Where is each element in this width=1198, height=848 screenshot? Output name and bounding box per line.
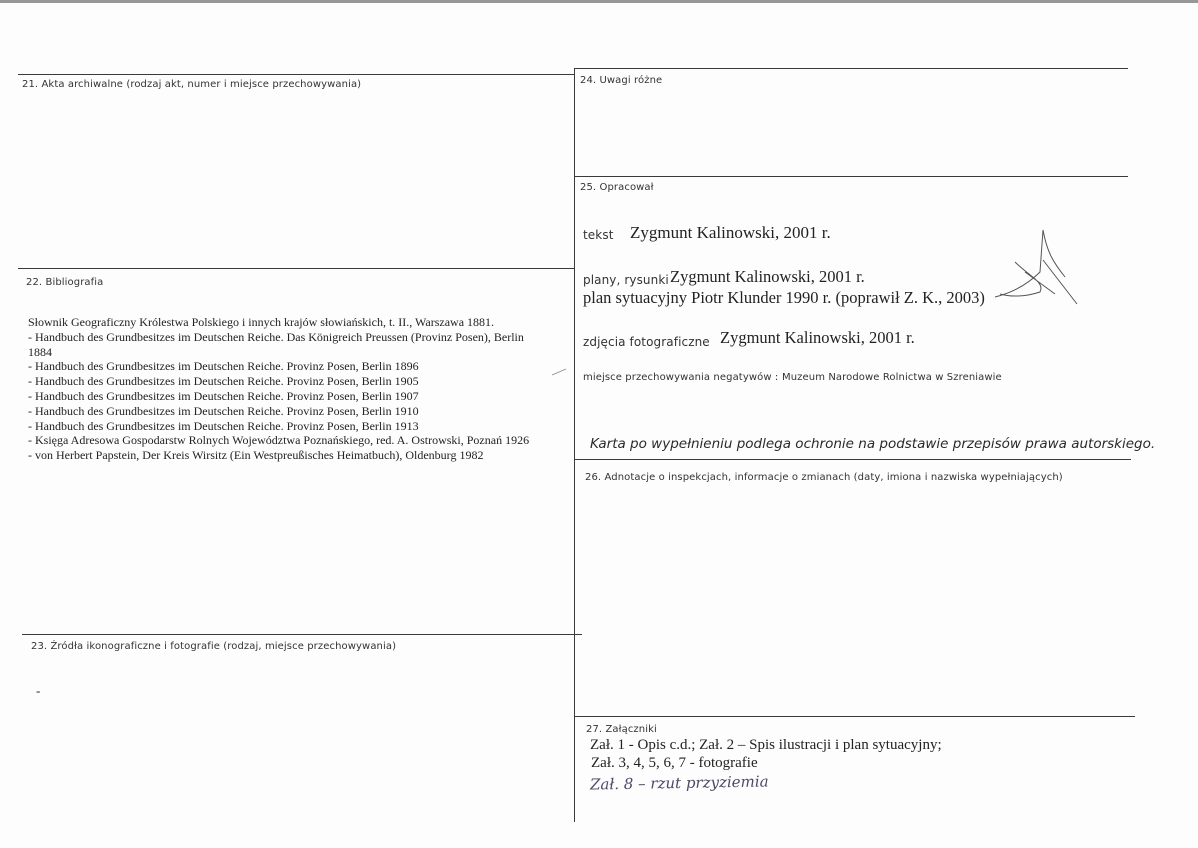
rule-s23 [22,634,582,635]
rule-s22 [18,268,574,269]
scan-edge [0,0,1198,3]
attachments-line-2: Zał. 3, 4, 5, 6, 7 - fotografie [591,755,758,771]
plany-value: Zygmunt Kalinowski, 2001 r. [670,267,865,286]
copyright-note: Karta po wypełnieniu podlega ochronie na podstawie przepisów prawa autorskiego. [590,436,1156,452]
bibliography-entry: - Handbuch des Grundbesitzes im Deutschen Reiche. Provinz Posen, Berlin 1896 [28,359,419,374]
section-23-label: 23. Źródła ikonograficzne i fotografie (rodzaj, miejsce przechowywania) [31,641,397,652]
signature-mark [985,222,1095,312]
plany-label: plany, rysunki [583,273,669,287]
section-22-label: 22. Bibliografia [26,277,104,288]
bibliography-entry: - Handbuch des Grundbesitzes im Deutschen Reiche. Provinz Posen, Berlin 1913 [28,418,419,433]
zdjecia-value: Zygmunt Kalinowski, 2001 r. [720,328,915,347]
bibliography-entry: - Handbuch des Grundbesitzes im Deutschen Reiche. Provinz Posen, Berlin 1910 [28,403,419,418]
attachments-line-1: Zał. 1 - Opis c.d.; Zał. 2 – Spis ilustracji i plan sytuacyjny; [590,737,942,753]
bibliography-entry: 1884 [28,344,52,359]
bibliography-entry: - Księga Adresowa Gospodarstw Rolnych Województwa Poznańskiego, red. A. Ostrowski, Poznań 1926 [28,433,530,448]
rule-s25 [575,176,1128,177]
negatywy-label: miejsce przechowywania negatywów : [583,372,779,383]
tekst-value: Zygmunt Kalinowski, 2001 r. [630,223,831,242]
tekst-label: tekst [583,228,614,242]
bibliography-entry: - von Herbert Papstein, Der Kreis Wirsitz (Ein Westpreußisches Heimatbuch), Oldenburg 1982 [28,448,484,463]
section-25-label: 25. Opracował [580,182,654,193]
pencil-mark [550,367,570,377]
bibliography-list [28,315,529,463]
rule-s26 [575,459,1131,460]
attachments-handwritten: Zał. 8 – rzut przyziemia [589,772,769,794]
zdjecia-label: zdjęcia fotograficzne [583,335,710,349]
section-27-label: 27. Załączniki [586,724,657,735]
rule-s27 [575,716,1135,717]
rule-center-vertical [574,68,575,822]
section-24-label: 24. Uwagi różne [580,75,663,86]
bibliography-entry: Słownik Geograficzny Królestwa Polskiego i innych krajów słowiańskich, t. II., Warszawa 1881. [28,315,495,329]
plan-sytuacyjny: plan sytuacyjny Piotr Klunder 1990 r. (poprawił Z. K., 2003) [583,288,985,307]
rule-top-left [18,74,574,75]
section-23-content: - [36,683,41,698]
section-21-label: 21. Akta archiwalne (rodzaj akt, numer i miejsce przechowywania) [22,79,362,90]
section-26-label: 26. Adnotacje o inspekcjach, informacje o zmianach (daty, imiona i nazwiska wypełniających) [585,472,1063,483]
rule-top-right [575,68,1128,69]
bibliography-entry: - Handbuch des Grundbesitzes im Deutschen Reiche. Provinz Posen, Berlin 1905 [28,374,419,389]
bibliography-entry: - Handbuch des Grundbesitzes im Deutschen Reiche. Provinz Posen, Berlin 1907 [28,388,419,403]
bibliography-entry: - Handbuch des Grundbesitzes im Deutschen Reiche. Das Königreich Preussen (Provinz Posen), Berlin [28,329,524,344]
negatywy-value: Muzeum Narodowe Rolnictwa w Szreniawie [782,372,1002,383]
